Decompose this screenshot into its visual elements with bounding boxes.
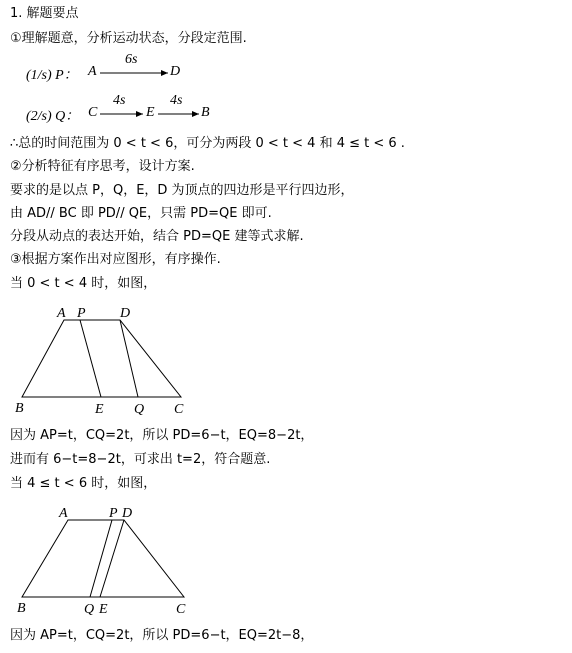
motion-q-to: B <box>201 105 210 120</box>
fig1-label-d: D <box>120 306 131 321</box>
figure-case1-labels <box>15 306 184 417</box>
step-2: ②分析特征有序思考，设计方案. <box>10 159 195 174</box>
fig2-label-e: E <box>99 602 108 617</box>
motion-q-mid: E <box>146 105 155 120</box>
fig2-label-q: Q <box>84 602 95 617</box>
figure-case2 <box>22 520 184 597</box>
case2-expression: 因为 AP=t，CQ=2t，所以 PD=6−t，EQ=2t−8， <box>10 628 314 643</box>
range-text: ∴总的时间范围为 0 < t < 6，可分为两段 0 < t < 4 和 4 ≤ t < 6 . <box>10 136 405 151</box>
fig1-label-c: C <box>174 402 184 417</box>
fig1-label-p: P <box>77 306 86 321</box>
motion-q-time2: 4s <box>170 93 183 108</box>
requirement: 要求的是以点 P，Q，E，D 为顶点的四边形是平行四边形， <box>10 183 354 198</box>
step-1: ①理解题意，分析运动状态，分段定范围. <box>10 31 247 46</box>
heading: 1. 解题要点 <box>10 6 79 21</box>
motion-p-time: 6s <box>125 52 138 67</box>
fig2-label-d: D <box>122 506 133 521</box>
fig2-label-a: A <box>59 506 68 521</box>
motion-p-from: A <box>88 64 97 79</box>
fig1-label-q: Q <box>134 402 145 417</box>
fig2-label-c: C <box>176 602 186 617</box>
fig1-label-b: B <box>15 401 24 416</box>
case1-intro: 当 0 < t < 4 时，如图， <box>10 276 157 291</box>
case1-solution: 进而有 6−t=8−2t，可求出 t=2，符合题意. <box>10 452 271 467</box>
case2-intro: 当 4 ≤ t < 6 时，如图， <box>10 476 157 491</box>
trapezoid-abcd-1 <box>22 320 181 397</box>
fig1-label-a: A <box>57 306 66 321</box>
motion-q-from: C <box>88 105 98 120</box>
figure-case2-labels <box>17 506 186 617</box>
segment-pq-2 <box>90 520 112 597</box>
motion-p-label: (1/s) P： <box>26 68 78 83</box>
fig1-label-e: E <box>95 402 104 417</box>
figure-case1 <box>22 320 181 397</box>
motion-p-to: D <box>170 64 181 79</box>
motion-q-label: (2/s) Q： <box>26 109 80 124</box>
plan: 分段从动点的表达开始，结合 PD=QE 建等式求解. <box>10 229 304 244</box>
case1-expression: 因为 AP=t，CQ=2t，所以 PD=6−t，EQ=8−2t， <box>10 428 314 443</box>
step-3: ③根据方案作出对应图形，有序操作. <box>10 252 221 267</box>
condition: 由 AD// BC 即 PD// QE，只需 PD=QE 即可. <box>10 206 272 221</box>
fig2-label-p: P <box>109 506 118 521</box>
segment-pe-1 <box>80 320 101 397</box>
motion-q-time1: 4s <box>113 93 126 108</box>
segment-de-2 <box>100 520 124 597</box>
trapezoid-abcd-2 <box>22 520 184 597</box>
fig2-label-b: B <box>17 601 26 616</box>
